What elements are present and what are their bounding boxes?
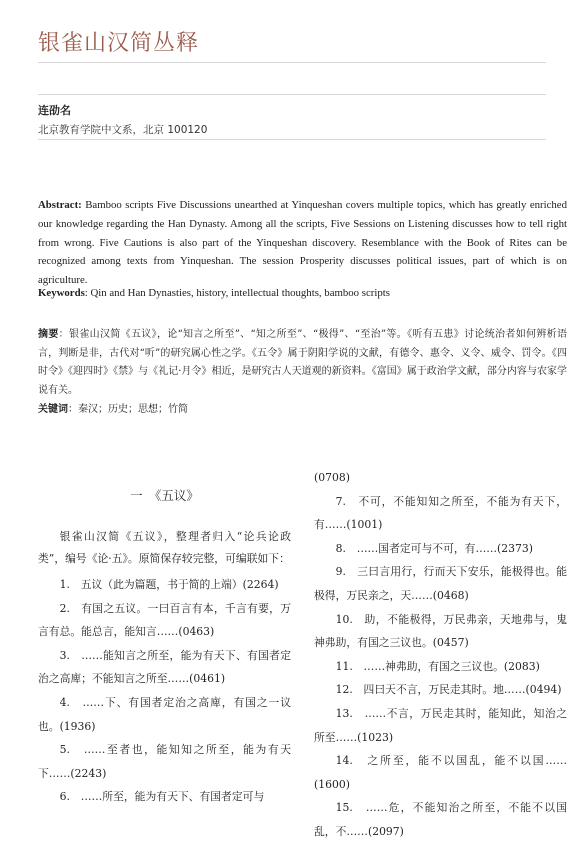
keywords-zh-label: 关键词 xyxy=(38,404,68,415)
abstract-zh xyxy=(38,326,567,400)
keywords-en-text: : Qin and Han Dynasties, history, intellectual thoughts, bamboo scripts xyxy=(84,287,390,299)
list-item: 13. ……不言，万民走其时，能知此，知治之所至……(1023) xyxy=(314,706,567,744)
abstract-en xyxy=(38,196,567,290)
list-item: 7. 不可，不能知知之所至，不能为有天下，有……(1001) xyxy=(314,494,567,532)
keywords-en-label: Keywords xyxy=(38,287,85,299)
abstract-en-text: Bamboo scripts Five Discussions unearthed at Yinqueshan covers multiple topics, which has greatly enriched our knowledge regarding the Han Dynasty. Among all the scripts, Five Sessions on Listening discusses how to tell right from wrong. Five Cautions is also part of the Yinqueshan discovery. Resemblance with the Book of Rites can be recognized among texts from Yinqueshan. The session Prosperity discusses political issues, part of which is on agriculture. xyxy=(38,199,567,287)
abstract-zh-label: 摘要 xyxy=(38,329,59,340)
list-item: 8. ……国者定可与不可，有……(2373) xyxy=(335,541,533,555)
section-heading: 一 《五议》 xyxy=(130,488,199,503)
author-affiliation: 北京教育学院中文系，北京 100120 xyxy=(38,124,208,136)
list-item: 4. ……下、有国者定治之高庳，有国之一议也。(1936) xyxy=(38,695,291,733)
list-item: (0708) xyxy=(314,471,350,484)
list-item: 14. 之所至，能不以国乱，能不以国……(1600) xyxy=(314,754,567,791)
list-item: 5. ……至者也，能知知之所至，能为有天下……(2243) xyxy=(38,743,291,780)
abstract-zh-text: ：银雀山汉简《五议》，论“知言之所至”、“知之所至”、“极得”、“至治”等。《听有五患》讨论统治者如何辨析语言，判断是非，古代对“听”的研究属心性之学。《五令》属于阴阳学说的文献，有德令、惠令、义令、威令、罚令。《四时令》《迎四时》《禁》与《礼记·月令》相近，是研究古人天道观的新资料。《富国》属于政治学文献，部分内容与农家学说有关。 xyxy=(38,329,568,396)
keywords-zh xyxy=(38,400,188,415)
list-item: 15. ……危，不能知治之所至，不能不以国乱，不……(2097) xyxy=(314,801,567,838)
keywords-en xyxy=(38,287,390,299)
list-item: 11. ……神弗助，有国之三议也。(2083) xyxy=(335,659,540,673)
list-item: 10. 助，不能极得，万民弗亲，天地弗与，鬼神弗助，有国之三议也。(0457) xyxy=(314,612,567,650)
page-title: 银雀山汉简丛释 xyxy=(38,31,200,56)
list-item: 3. ……能知言之所至，能为有天下、有国者定治之高庳；不能知言之所至……(0461) xyxy=(38,648,291,686)
body-column-right xyxy=(314,466,567,844)
list-item: 6. ……所至，能为有天下、有国者定可与 xyxy=(59,790,265,804)
list-item: 1. 五议（此为篇题，书于简的上端）(2264) xyxy=(59,578,279,591)
author-name: 连劭名 xyxy=(38,104,71,117)
title-divider xyxy=(38,62,546,63)
section-intro: 银雀山汉简《五议》，整理者归入“论兵论政类”，编号《论·五》。原简保存较完整，可编联如下： xyxy=(38,530,291,565)
abstract-en-label: Abstract: xyxy=(38,199,82,211)
body-column-left xyxy=(38,480,291,809)
list-item: 2. 有国之五议。一曰百言有本，千言有要，万言有总。能总言，能知言……(0463) xyxy=(38,601,291,639)
affiliation-divider xyxy=(38,139,546,140)
author-divider xyxy=(38,94,546,95)
list-item: 9. 三曰言用行，行而天下安乐，能极得也。能极得，万民亲之，天……(0468) xyxy=(314,565,567,602)
keywords-zh-text: ：秦汉；历史；思想；竹简 xyxy=(68,404,188,415)
list-item: 12. 四曰天不言，万民走其时。地……(0494) xyxy=(335,683,562,697)
